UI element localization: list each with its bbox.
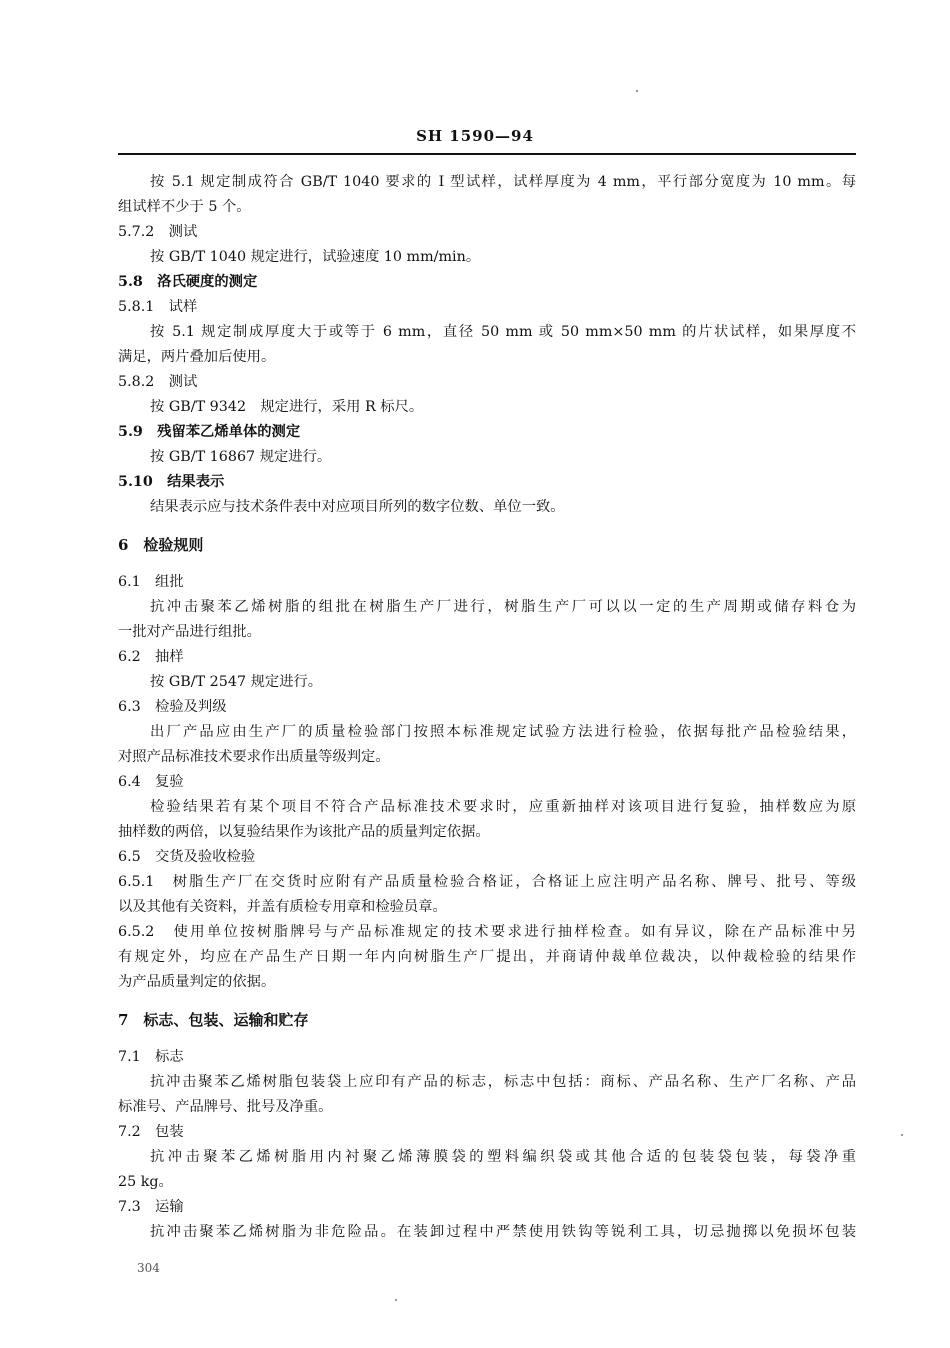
subsection-heading: 7.1 标志: [118, 1049, 184, 1065]
subsection-heading: 6.5 交货及验收检验: [118, 849, 256, 865]
text-line: 按 GB/T 1040 规定进行，试验速度 10 mm/min。: [150, 249, 481, 265]
text-line: 按 5.1 规定制成厚度大于或等于 6 mm，直径 50 mm 或 50 mm×50 mm 的片状试样，如果厚度不: [150, 324, 856, 340]
chapter-heading: 6 检验规则: [118, 536, 204, 554]
text-line: 抽样数的两倍，以复验结果作为该批产品的质量判定依据。: [118, 824, 490, 840]
chapter-heading: 7 标志、包装、运输和贮存: [118, 1011, 309, 1029]
text-line: 按 5.1 规定制成符合 GB/T 1040 要求的 I 型试样，试样厚度为 4 mm，平行部分宽度为 10 mm。每: [150, 174, 856, 190]
text-line: 对照产品标准技术要求作出质量等级判定。: [118, 749, 390, 765]
page-number: 304: [137, 1261, 160, 1275]
section-heading: 5.10 结果表示: [118, 474, 225, 490]
section-heading: 5.8 洛氏硬度的测定: [118, 274, 258, 290]
subsection-heading: 7.2 包装: [118, 1124, 184, 1140]
text-line: 6.5.2 使用单位按树脂牌号与产品标准规定的技术要求进行抽样检查。如有异议，除在产品标准中另: [118, 924, 856, 940]
text-line: 以及其他有关资料，并盖有质检专用章和检验员章。: [118, 899, 447, 915]
text-line: 按 GB/T 9342 规定进行，采用 R 标尺。: [150, 399, 424, 415]
text-line: 为产品质量判定的依据。: [118, 974, 276, 990]
standard-code-header: SH 1590—94: [416, 127, 534, 145]
subsection-heading: 6.4 复验: [118, 774, 184, 790]
text-line: 抗冲击聚苯乙烯树脂为非危险品。在装卸过程中严禁使用铁钩等锐利工具，切忌抛掷以免损坏包装: [150, 1224, 856, 1240]
text-line: 抗冲击聚苯乙烯树脂用内衬聚乙烯薄膜袋的塑料编织袋或其他合适的包装袋包装，每袋净重: [150, 1149, 856, 1165]
subsection-heading: 6.3 检验及判级: [118, 699, 227, 715]
text-line: 6.5.1 树脂生产厂在交货时应附有产品质量检验合格证，合格证上应注明产品名称、牌号、批号、等级: [118, 874, 856, 890]
subsection-heading: 6.1 组批: [118, 574, 184, 590]
text-line: 结果表示应与技术条件表中对应项目所列的数字位数、单位一致。: [150, 499, 565, 515]
text-line: 满足，两片叠加后使用。: [118, 349, 276, 365]
text-line: 一批对产品进行组批。: [118, 624, 261, 640]
text-line: 检验结果若有某个项目不符合产品标准技术要求时，应重新抽样对该项目进行复验，抽样数应为原: [150, 799, 856, 815]
section-heading: 5.9 残留苯乙烯单体的测定: [118, 424, 301, 440]
subsection-heading: 5.8.1 试样: [118, 299, 198, 315]
text-line: 组试样不少于 5 个。: [118, 199, 251, 215]
text-line: 标准号、产品牌号、批号及净重。: [118, 1099, 333, 1115]
text-line: 有规定外，均应在产品生产日期一年内向树脂生产厂提出，并商请仲裁单位裁决，以仲裁检验的结果作: [118, 949, 856, 965]
subsection-heading: 5.7.2 测试: [118, 224, 198, 240]
scan-speck: [395, 1299, 397, 1301]
text-line: 按 GB/T 2547 规定进行。: [150, 674, 323, 690]
subsection-heading: 5.8.2 测试: [118, 374, 198, 390]
text-line: 按 GB/T 16867 规定进行。: [150, 449, 332, 465]
header-rule: [118, 153, 856, 155]
scan-speck: [636, 90, 638, 92]
text-line: 25 kg。: [118, 1174, 173, 1190]
text-line: 抗冲击聚苯乙烯树脂的组批在树脂生产厂进行，树脂生产厂可以以一定的生产周期或储存料仓为: [150, 599, 856, 615]
subsection-heading: 6.2 抽样: [118, 649, 184, 665]
text-line: 出厂产品应由生产厂的质量检验部门按照本标准规定试验方法进行检验，依据每批产品检验结果，: [150, 724, 856, 740]
subsection-heading: 7.3 运输: [118, 1199, 184, 1215]
scan-speck: [901, 1134, 903, 1136]
text-line: 抗冲击聚苯乙烯树脂包装袋上应印有产品的标志，标志中包括：商标、产品名称、生产厂名称、产品: [150, 1074, 856, 1090]
